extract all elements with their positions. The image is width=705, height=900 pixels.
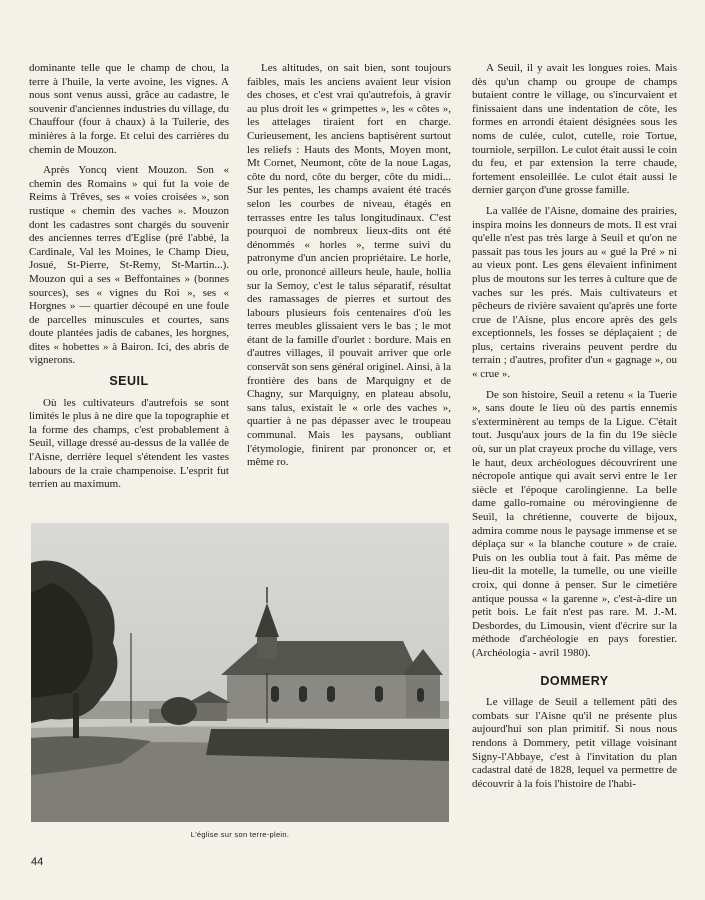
paragraph: Le village de Seuil a tellement pâti des combats sur l'Aisne qu'il ne présente plus aujourd'hui son plan primitif. Si nous nous rendons à Dommery, petit village voisinant Signy-l'Abbaye, c'est à l'invitation du plan cadastral daté de 1828, lequel va permettre de découvrir à la fois l'histoire de l'habi-: [472, 696, 677, 790]
page-number: 44: [31, 856, 44, 868]
paragraph: De son histoire, Seuil a retenu « la Tuerie », sans doute le lieu où des partis ennemis s'exterminèrent au temps de la Ligue. C'était tout. Jusqu'aux jours de la fin du 19e siècle où, sur un plat crayeux proche du village, vers le haut, deux archéologues découvrirent une nécropole antique qui avait servi entre le 1er siècle et l'époque carolingienne. La belle dame gallo-romaine ou mérovingienne de Seuil, la chrétienne, couverte de bijoux, admira comme nous le paysage immense et se déplaça sur « la blanche couture » de craie. Puis on les oublia tout à fait. Pas même de lieu-dit la motelle, la tumelle, ou une vieille croix, qui donne à penser. Sur le cimetière antique poussa « la garenne », c'est-à-dire un petit bois. Le fait n'est pas rare. M. J.-M. Desbordes, du Limousin, vient d'écrire sur la méthode d'archéologie en pays forestier. (Archéologia - avril 1980).: [472, 388, 677, 659]
paragraph: A Seuil, il y avait les longues roies. Mais dès qu'un champ ou groupe de champs butaient contre le village, ou s'incurvaient et finissaient dans une indentation de côte, les formes en arrondi étaient désignées sous les noms de culée, culot, cutelle, roie Tortue, tourniole, serpillon. Le culot était aussi le coin du feu, et par extension la terre chaude, fortement ensoleillée. Le culot était aussi le dernier garçon d'une grosse famille.: [472, 62, 677, 197]
section-heading-dommery: DOMMERY: [540, 673, 609, 688]
column-3: [472, 62, 677, 798]
column-1: [29, 62, 229, 499]
paragraph: Les altitudes, on sait bien, sont toujours faibles, mais les anciens avaient leur vision des choses, et c'est vrai qu'autrefois, à gravir au plus droit les « grimpettes », les « côtes », les attelages tiraient fort en charge. Curieusement, les anciens baptisèrent surtout les reliefs : Hauts des Monts, Moyen mont, Mt Cornet, Neumont, côte de la noue Lagas, côte du nord, côte du berger, côte du midi... Sur les pentes, les champs avaient été tracés selon les courbes de niveau, étagés en terrasses entre les talus longitudinaux. C'est pourquoi de nombreux lieux-dits ont été dénommés « horles », terme suivi du patronyme d'un ancien propriétaire. Le horle, ou orle, prononcé ailleurs heule, haule, hollia sur la Semoy, c'est le talus séparatif, résultat des ramassages de pierres et surtout des labours plusieurs fois centenaires d'où les terres meubles glissaient vers le bas ; le mot étant de la famille d'ourlet : bordure. Mais en d'autres villages, il pouvait arriver que orle conservât son sens général originel. Ainsi, à la frontière des bans de Marquigny et de Chagny, sur Marquigny, en plateau absolu, sans talus, existait le « orle des vaches », quartier à ne pas dépasser avec le troupeau communal. Mais les paysans, oubliant l'étymologie, finirent par prononcer or, et même ro.: [247, 62, 451, 469]
paragraph: La vallée de l'Aisne, domaine des prairies, inspira moins les donneurs de mots. Il est vrai qu'elle n'est pas très large à Seuil et qu'on ne passait pas tous les jours au « gué la Pré » ni au vieux pont. Les gens élevaient infiniment plus de moutons sur les terres à culture que de vaches sur les prés. Mais cultivateurs et pêcheurs de rivière savaient qu'après une forte crue de l'Aisne, plus encore après des gels exceptionnels, les fosses se déplaçaient ; de plus, certains riverains peuvent perdre du terrain ; d'autres, profiter d'un « gagnage », ou « crue ».: [472, 204, 677, 381]
paragraph: dominante telle que le champ de chou, la terre à l'huile, la verte avoine, les vignes. A nous sont venus aussi, grâce au cadastre, le souvenir d'anciennes industries du village, du Chauffour (four à chaux) à la Tuilerie, des minières à la forge. Et celui des carrières du chemin de Mouzon.: [29, 62, 229, 156]
section-heading-seuil: SEUIL: [109, 374, 149, 389]
paragraph: Où les cultivateurs d'autrefois se sont limités le plus à ne dire que la topographie et la forme des champs, c'est probablement à Seuil, village dressé au-dessus de la vallée de l'Aisne, derrière lequel s'étendent les vastes labours de la craie champenoise. L'esprit fut terrien au maximum.: [29, 396, 229, 491]
paragraph: Après Yoncq vient Mouzon. Son « chemin des Romains » qui fut la voie de Reims à Trêves, ses « voies croisées », son rustique « chemin des vaches ». Mouzon dont les cadastres sont chargés du souvenir des anciennes terres d'Eglise (pré l'abbé, la Cardinale, Val les Moines, le Champ Dieu, Josué, St-Pierre, St-Remy, St-Martin...). Mouzon qui a ses « Beffontaines » (bonnes sources), ses « vignes du Roi », ses « Horgnes » — quartier découpé en une foule de parcelles minuscules et courtes, sans doute plantées jadis de cabanes, les horgnes, dites « hobettes » à Bairon. Ici, des abris de vignerons.: [29, 164, 229, 367]
church-photo: [31, 523, 449, 822]
church-illustration: [31, 523, 449, 822]
column-2: [247, 62, 451, 477]
photo-caption: L'église sur son terre-plein.: [190, 830, 290, 839]
